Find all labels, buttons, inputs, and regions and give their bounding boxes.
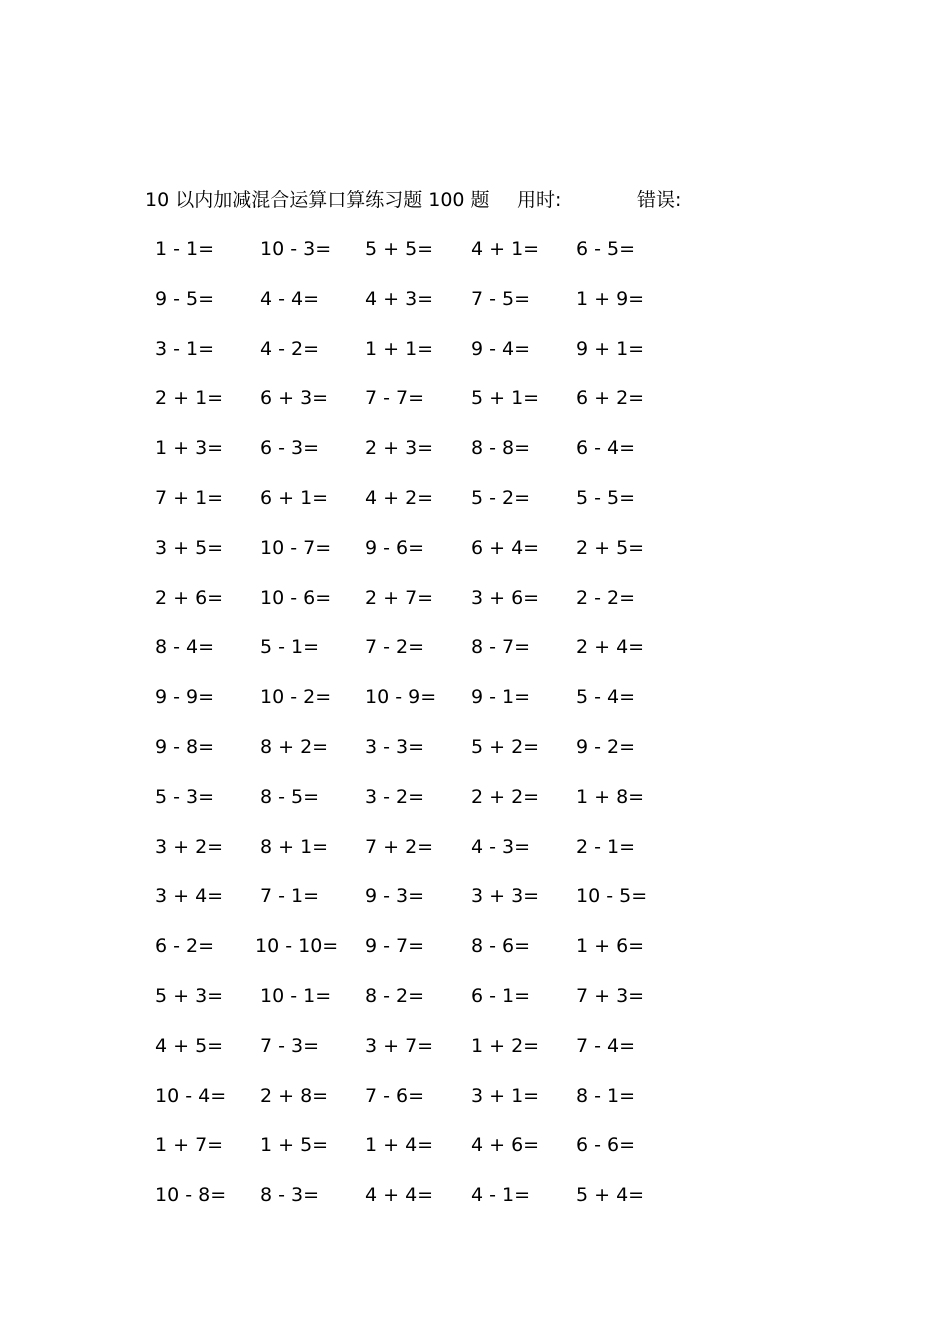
arithmetic-problem: 3 + 1= [471,1084,540,1107]
arithmetic-problem: 4 + 4= [365,1184,434,1207]
arithmetic-problem: 10 - 8= [155,1184,227,1207]
arithmetic-problem: 8 - 2= [365,984,425,1007]
problem-row [145,484,705,534]
time-used-label: 用时: [517,189,562,211]
worksheet-header [145,186,745,214]
arithmetic-problem: 1 + 6= [576,935,645,958]
arithmetic-problem: 1 + 4= [365,1134,434,1157]
arithmetic-problem: 9 - 4= [471,337,531,360]
arithmetic-problem: 7 - 7= [365,387,425,410]
problem-row [145,1032,705,1082]
arithmetic-problem: 2 + 8= [260,1084,329,1107]
arithmetic-problem: 7 - 6= [365,1084,425,1107]
arithmetic-problem: 7 - 4= [576,1034,636,1057]
arithmetic-problem: 3 - 1= [155,337,215,360]
error-count-label: 错误: [637,189,682,211]
worksheet-title: 10 以内加减混合运算口算练习题 100 题 [145,189,490,211]
problem-row [145,932,705,982]
arithmetic-problem: 9 - 8= [155,735,215,758]
arithmetic-problem: 7 + 1= [155,486,224,509]
arithmetic-problem: 10 - 6= [260,586,332,609]
arithmetic-problem: 3 + 4= [155,885,224,908]
arithmetic-problem: 2 - 2= [576,586,636,609]
arithmetic-problem: 4 + 5= [155,1034,224,1057]
arithmetic-problem: 9 - 6= [365,536,425,559]
arithmetic-problem: 7 + 3= [576,984,645,1007]
arithmetic-problem: 5 + 5= [365,238,434,260]
arithmetic-problem: 7 - 3= [260,1034,320,1057]
arithmetic-problem: 10 - 2= [260,686,332,709]
arithmetic-problem: 3 + 2= [155,835,224,858]
problem-row [145,1082,705,1132]
arithmetic-problem: 4 + 2= [365,486,434,509]
arithmetic-problem: 1 + 8= [576,785,645,808]
arithmetic-problem: 8 + 2= [260,735,329,758]
problem-row [145,534,705,584]
problem-row [145,434,705,484]
arithmetic-problem: 1 + 7= [155,1134,224,1157]
arithmetic-problem: 8 - 8= [471,437,531,460]
arithmetic-problem: 3 - 2= [365,785,425,808]
arithmetic-problem: 5 - 3= [155,785,215,808]
arithmetic-problem: 5 - 5= [576,486,636,509]
problem-row [145,783,705,833]
arithmetic-problem: 1 + 3= [155,437,224,460]
arithmetic-problem: 8 - 1= [576,1084,636,1107]
arithmetic-problem: 7 - 5= [471,287,531,310]
arithmetic-problem: 2 + 7= [365,586,434,609]
problem-row [145,235,705,285]
arithmetic-problem: 8 + 1= [260,835,329,858]
arithmetic-problem: 5 + 1= [471,387,540,410]
problem-row [145,335,705,385]
problem-row [145,584,705,634]
arithmetic-problem: 7 - 1= [260,885,320,908]
arithmetic-problem: 2 + 6= [155,586,224,609]
problem-row [145,285,705,335]
arithmetic-problem: 3 + 7= [365,1034,434,1057]
arithmetic-problem: 2 + 5= [576,536,645,559]
arithmetic-problem: 9 + 1= [576,337,645,360]
arithmetic-problem: 10 - 4= [155,1084,227,1107]
arithmetic-problem: 3 - 3= [365,735,425,758]
arithmetic-problem: 2 + 4= [576,636,645,659]
problem-grid [145,235,705,1231]
arithmetic-problem: 1 + 9= [576,287,645,310]
arithmetic-problem: 4 - 4= [260,287,320,310]
arithmetic-problem: 6 + 3= [260,387,329,410]
arithmetic-problem: 2 - 1= [576,835,636,858]
arithmetic-problem: 6 + 2= [576,387,645,410]
arithmetic-problem: 1 + 5= [260,1134,329,1157]
arithmetic-problem: 8 - 4= [155,636,215,659]
arithmetic-problem: 1 + 1= [365,337,434,360]
arithmetic-problem: 4 + 6= [471,1134,540,1157]
arithmetic-problem: 1 + 2= [471,1034,540,1057]
arithmetic-problem: 3 + 6= [471,586,540,609]
problem-row [145,633,705,683]
arithmetic-problem: 10 - 9= [365,686,437,709]
arithmetic-problem: 1 - 1= [155,238,215,260]
problem-row [145,882,705,932]
arithmetic-problem: 9 - 5= [155,287,215,310]
arithmetic-problem: 10 - 10= [255,935,339,958]
arithmetic-problem: 8 - 5= [260,785,320,808]
arithmetic-problem: 8 - 3= [260,1184,320,1207]
arithmetic-problem: 4 - 3= [471,835,531,858]
arithmetic-problem: 3 + 5= [155,536,224,559]
arithmetic-problem: 9 - 7= [365,935,425,958]
arithmetic-problem: 2 + 1= [155,387,224,410]
arithmetic-problem: 2 + 3= [365,437,434,460]
arithmetic-problem: 5 - 1= [260,636,320,659]
arithmetic-problem: 10 - 1= [260,984,332,1007]
arithmetic-problem: 6 - 2= [155,935,215,958]
arithmetic-problem: 4 + 3= [365,287,434,310]
arithmetic-problem: 9 - 3= [365,885,425,908]
arithmetic-problem: 2 + 2= [471,785,540,808]
arithmetic-problem: 6 - 5= [576,238,636,260]
arithmetic-problem: 8 - 7= [471,636,531,659]
arithmetic-problem: 6 - 3= [260,437,320,460]
problem-row [145,1181,705,1231]
problem-row [145,982,705,1032]
problem-row [145,733,705,783]
arithmetic-problem: 6 + 4= [471,536,540,559]
problem-row [145,384,705,434]
arithmetic-problem: 10 - 5= [576,885,648,908]
arithmetic-problem: 4 + 1= [471,238,540,260]
arithmetic-problem: 8 - 6= [471,935,531,958]
arithmetic-problem: 4 - 1= [471,1184,531,1207]
arithmetic-problem: 9 - 1= [471,686,531,709]
arithmetic-problem: 7 - 2= [365,636,425,659]
arithmetic-problem: 5 - 4= [576,686,636,709]
arithmetic-problem: 6 + 1= [260,486,329,509]
arithmetic-problem: 6 - 1= [471,984,531,1007]
arithmetic-problem: 3 + 3= [471,885,540,908]
arithmetic-problem: 5 + 4= [576,1184,645,1207]
problem-row [145,683,705,733]
arithmetic-problem: 7 + 2= [365,835,434,858]
arithmetic-problem: 5 + 3= [155,984,224,1007]
arithmetic-problem: 5 - 2= [471,486,531,509]
arithmetic-problem: 9 - 2= [576,735,636,758]
arithmetic-problem: 5 + 2= [471,735,540,758]
arithmetic-problem: 6 - 6= [576,1134,636,1157]
arithmetic-problem: 10 - 3= [260,238,332,260]
problem-row [145,833,705,883]
arithmetic-problem: 6 - 4= [576,437,636,460]
arithmetic-problem: 4 - 2= [260,337,320,360]
problem-row [145,1131,705,1181]
arithmetic-problem: 10 - 7= [260,536,332,559]
arithmetic-problem: 9 - 9= [155,686,215,709]
